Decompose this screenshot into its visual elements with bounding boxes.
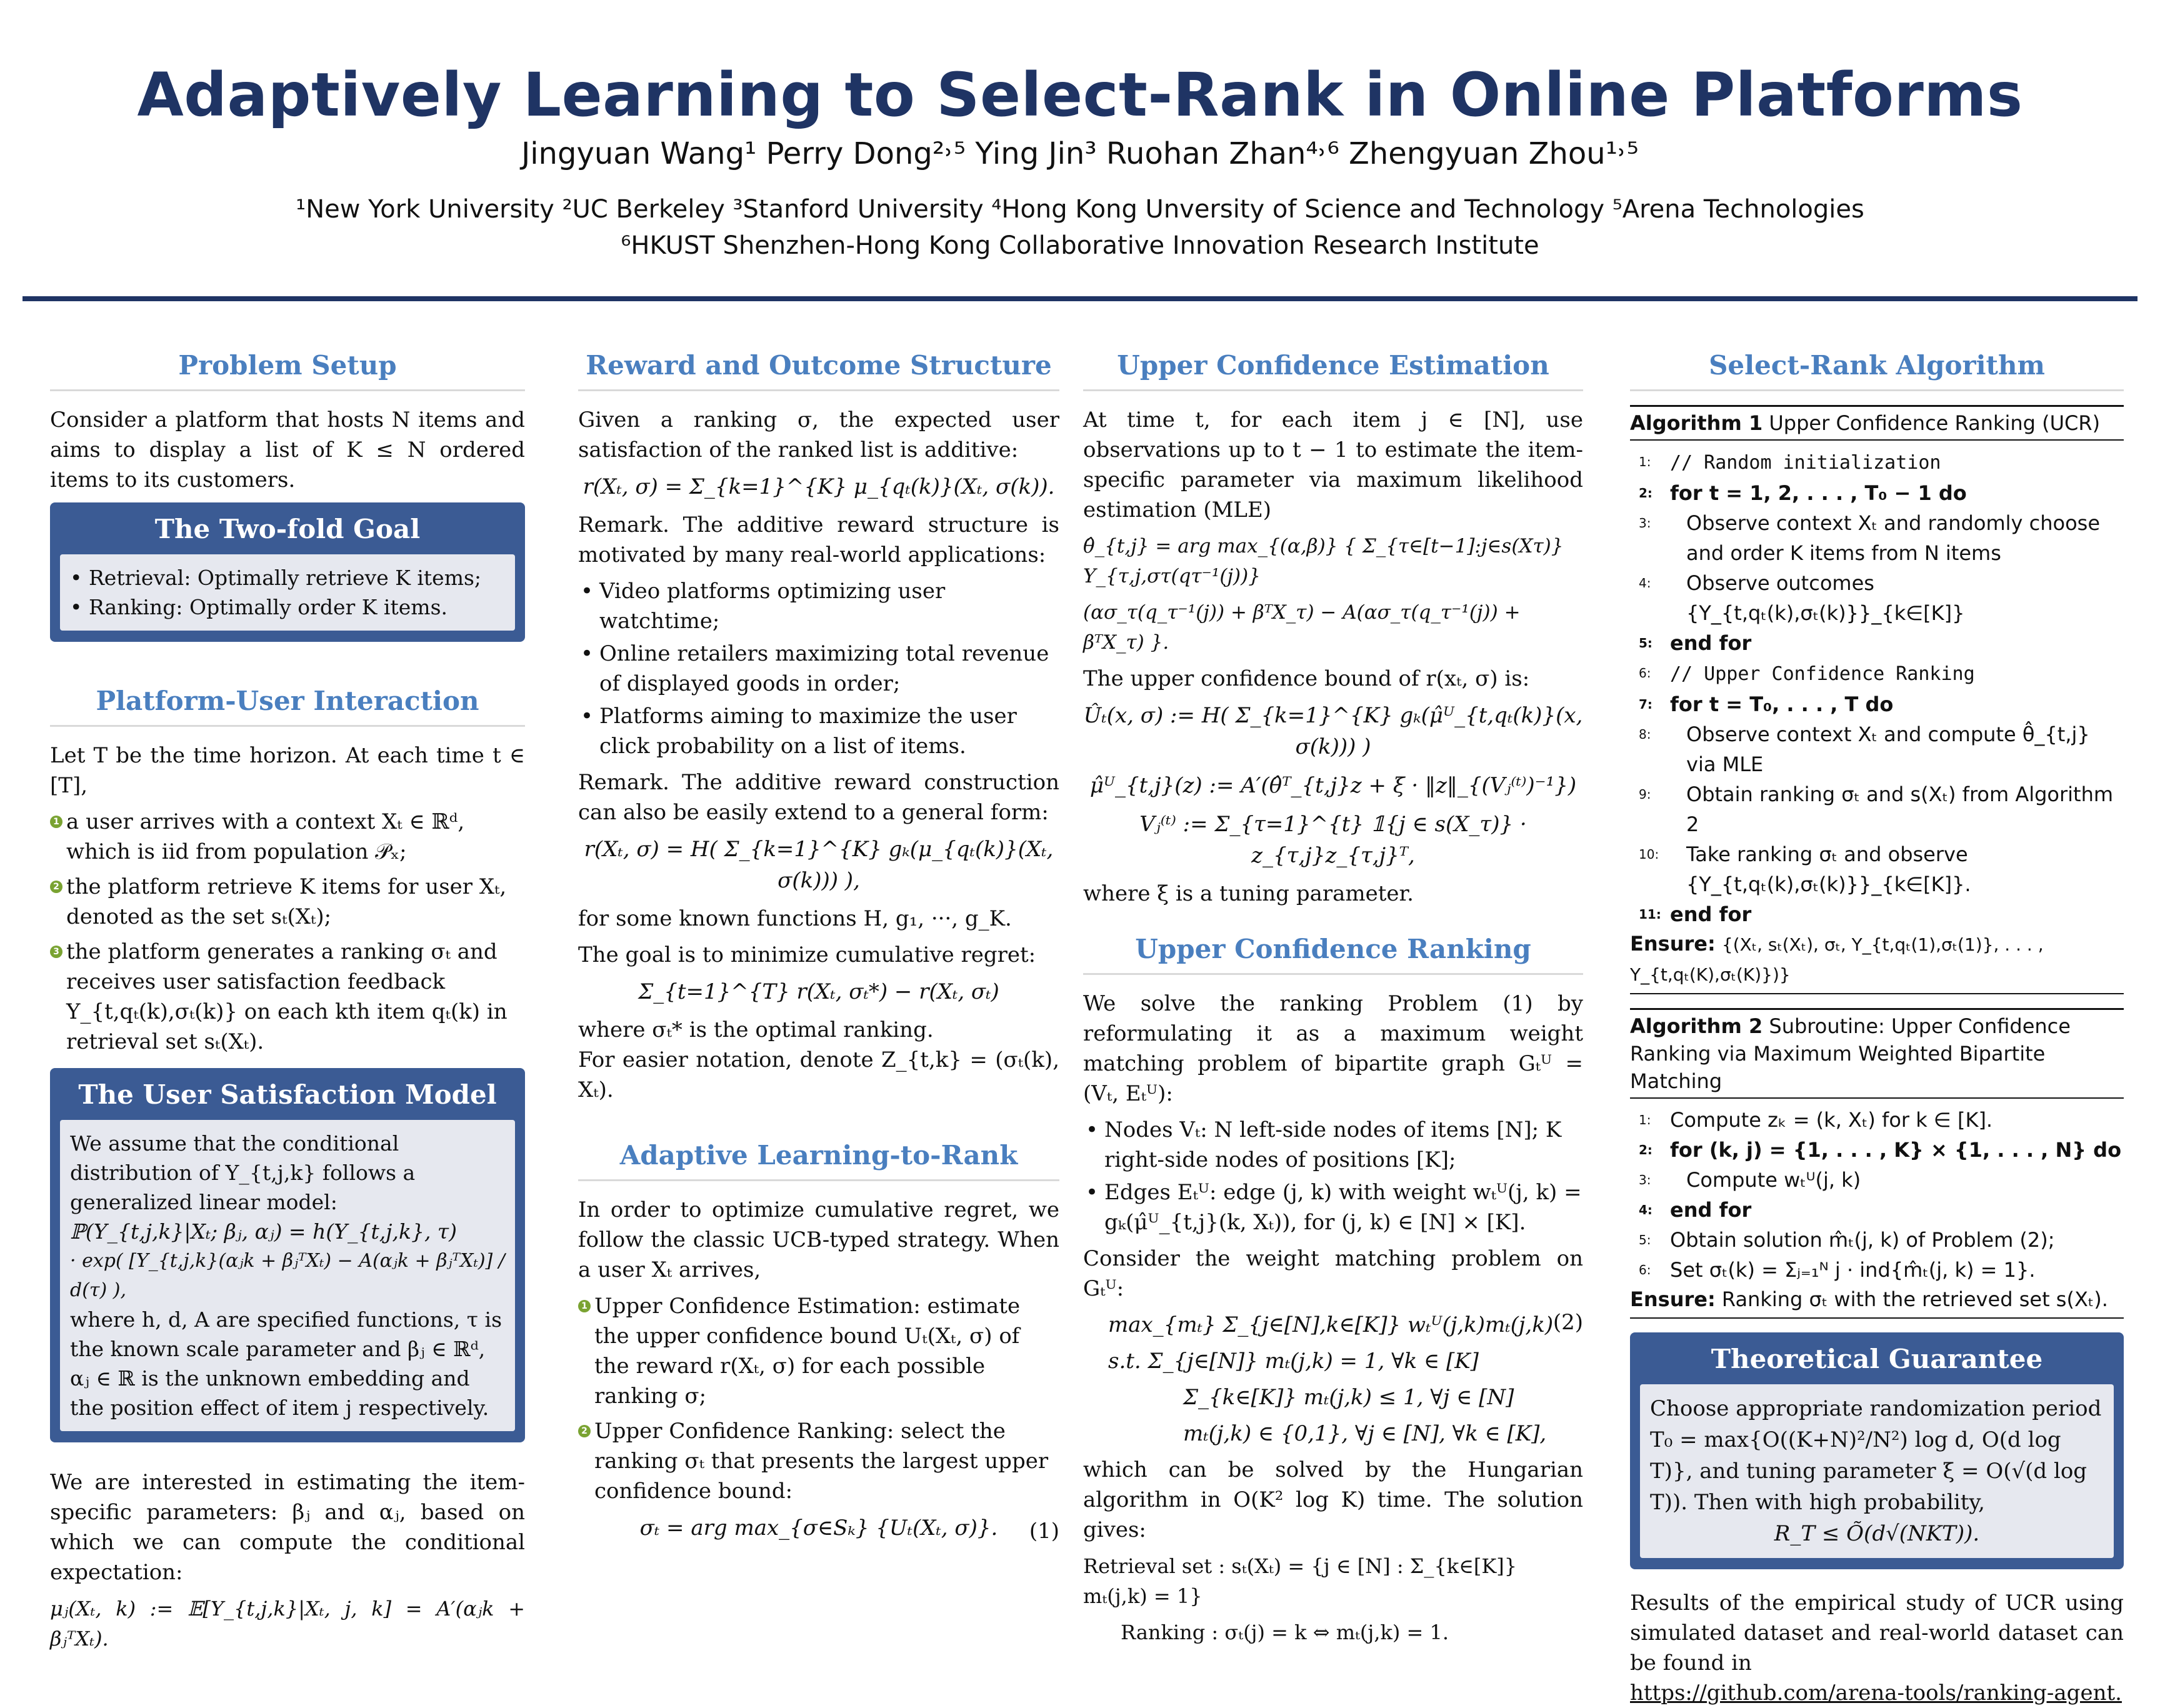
section-title-uce: Upper Confidence Estimation	[1083, 350, 1583, 391]
uce-text-1: At time t, for each item j ∈ [N], use observations up to t − 1 to estimate the item-specific parameter via maximum likelihood estimation (MLE)	[1083, 407, 1583, 522]
uce-equation-1b: (ασ_τ(q_τ⁻¹(j)) + βᵀX_τ) − A(ασ_τ(q_τ⁻¹(j)) + βᵀX_τ) }.	[1083, 601, 1521, 654]
algorithm-2-ensure-value: Ranking σₜ with the retrieved set s(Xₜ).	[1721, 1287, 2108, 1311]
alg1-line-1: 1: // Random initialization	[1639, 452, 1941, 474]
section-title-problem-setup: Problem Setup	[50, 350, 525, 391]
column-4	[1630, 350, 2124, 1708]
reward-equation-2: r(Xₜ, σ) = H( Σ_{k=1}^{K} gₖ(μ_{qₜ(k)}(Xₜ, σ(k))) ),	[584, 837, 1054, 893]
ucr-text-2: Consider the weight matching problem on Gₜᵁ:	[1083, 1246, 1583, 1301]
graph-edges-item: • Edges Eₜᵁ: edge (j, k) with weight wₜᵁ(j, k) = gₖ(μ̂ᵁ_{t,j}(k, Xₜ)), for (j, k) ∈ [N] × [K].	[1083, 1177, 1583, 1237]
alg2-line-2: 2: for (k, j) = {1, . . . , K} × {1, . . . , N} do	[1639, 1138, 2122, 1162]
optimization-objective: max_{mₜ} Σ_{j∈[N],k∈[K]} wₜᵁ(j,k)mₜ(j,k)	[1108, 1312, 1554, 1337]
theoretical-guarantee-title: Theoretical Guarantee	[1711, 1344, 2043, 1374]
reward-equation-1: r(Xₜ, σ) = Σ_{k=1}^{K} μ_{qₜ(k)}(Xₜ, σ(k)).	[582, 474, 1055, 499]
guarantee-equation: R_T ≤ Õ(d√(NKT)).	[1774, 1521, 1980, 1546]
remark-2: Remark. The additive reward construction can also be easily extend to a general form:	[578, 770, 1059, 825]
satisfaction-equation-1: ℙ(Y_{t,j,k}|Xₜ; βⱼ, αⱼ) = h(Y_{t,j,k}, τ)	[70, 1219, 458, 1244]
section-title-select-rank: Select-Rank Algorithm	[1630, 350, 2124, 391]
author-list: Jingyuan Wang¹ Perry Dong²˒⁵ Ying Jin³ Ruohan Zhan⁴˒⁶ Zhengyuan Zhou¹˒⁵	[521, 136, 1639, 171]
algorithm-2-ensure	[1630, 1285, 2124, 1314]
adaptive-steps	[578, 1291, 1059, 1506]
optimization-problem	[1083, 1310, 1583, 1449]
uce-text-3: where ξ is a tuning parameter.	[1083, 881, 1414, 906]
ucr-text-1: We solve the ranking Problem (1) by reformulating it as a maximum weight matching problem of bipartite graph Gₜᵁ = (Vₜ, Eₜᵁ):	[1083, 991, 1583, 1106]
theoretical-guarantee-box	[1630, 1332, 2124, 1569]
alg2-line-4: 4: end for	[1639, 1198, 1752, 1222]
section-title-adaptive-learning: Adaptive Learning-to-Rank	[578, 1140, 1059, 1181]
adaptive-step-1: 1 Upper Confidence Estimation: estimate the upper confidence bound Uₜ(Xₜ, σ) of the reward r(Xₜ, σ) for each possible ranking σ;	[578, 1291, 1059, 1411]
goal-item-retrieval: • Retrieval: Optimally retrieve K items;	[70, 566, 482, 590]
section-title-reward-outcome: Reward and Outcome Structure	[578, 350, 1059, 391]
alg1-line-4: 4: Observe outcomes {Y_{t,qₜ(k),σₜ(k)}}_{k∈[K]}	[1639, 571, 1965, 625]
algorithm-1-body	[1630, 447, 2124, 929]
affiliations-line-2: ⁶HKUST Shenzhen-Hong Kong Collaborative Innovation Research Institute	[621, 231, 1539, 260]
algorithm-1-ensure-label: Ensure:	[1630, 932, 1716, 956]
ranking-equation: Ranking : σₜ(j) = k ⇔ mₜ(j,k) = 1.	[1121, 1621, 1449, 1644]
estimation-equation: μⱼ(Xₜ, k) := 𝔼[Y_{t,j,k}|Xₜ, j, k] = A′(αⱼk + βⱼᵀXₜ).	[50, 1597, 525, 1651]
optimization-constraint-1: s.t. Σ_{j∈[N]} mₜ(j,k) = 1, ∀k ∈ [K]	[1108, 1349, 1479, 1374]
adaptive-equation-row	[578, 1512, 1059, 1544]
uce-equation-2: Ûₜ(x, σ) := H( Σ_{k=1}^{K} gₖ(μ̂ᵁ_{t,qₜ(k)}(x, σ(k))) )	[1083, 703, 1583, 759]
ucr-text-3: which can be solved by the Hungarian algorithm in O(K² log K) time. The solution gives:	[1083, 1457, 1583, 1542]
algorithm-2-body	[1630, 1105, 2124, 1285]
alg1-line-6: 6: // Upper Confidence Ranking	[1639, 663, 1975, 685]
adaptive-text: In order to optimize cumulative regret, we follow the classic UCB-typed strategy. When a user Xₜ arrives,	[578, 1197, 1059, 1282]
header-divider	[22, 296, 2138, 301]
two-fold-goal-title: The Two-fold Goal	[154, 514, 421, 544]
satisfaction-text-1: We assume that the conditional distribution of Y_{t,j,k} follows a generalized linear model:	[70, 1131, 416, 1214]
algorithm-2-label: Algorithm 2	[1630, 1014, 1763, 1038]
column-2	[578, 350, 1059, 1551]
notation-text: For easier notation, denote Z_{t,k} = (σₜ(k), Xₜ).	[578, 1047, 1059, 1102]
adaptive-step-2-marker: 2	[578, 1425, 591, 1437]
interaction-text: Let T be the time horizon. At each time t ∈ [T],	[50, 743, 525, 798]
alg2-line-5: 5: Obtain solution m̂ₜ(j, k) of Problem (2);	[1639, 1228, 2055, 1252]
alg1-line-2: 2: for t = 1, 2, . . . , T₀ − 1 do	[1639, 481, 1967, 505]
uce-text-2: The upper confidence bound of r(xₜ, σ) is:	[1083, 666, 1530, 691]
satisfaction-equation-2: · exp( [Y_{t,j,k}(αⱼk + βⱼᵀXₜ) − A(αⱼk + βⱼᵀXₜ)] / d(τ) ),	[70, 1250, 505, 1301]
application-item-click: • Platforms aiming to maximize the user click probability on a list of items.	[578, 701, 1059, 761]
algorithm-1-end-rule	[1630, 993, 2124, 994]
interaction-step-1: 1 a user arrives with a context Xₜ ∈ ℝᵈ, which is iid from population 𝒫ₓ;	[50, 807, 525, 867]
interaction-steps	[50, 807, 525, 1057]
application-list	[578, 576, 1059, 761]
equation-number-2: (2)	[1552, 1310, 1583, 1335]
user-satisfaction-box	[50, 1068, 525, 1442]
uce-equation-3: μ̂ᵁ_{t,j}(z) := A′(θ̂ᵀ_{t,j}z + ξ · ‖z‖_{(Vⱼ⁽ᵗ⁾)⁻¹})	[1089, 773, 1577, 798]
remark-1: Remark. The additive reward structure is motivated by many real-world applications:	[578, 512, 1059, 567]
goal-item-ranking: • Ranking: Optimally order K items.	[70, 595, 448, 619]
alg1-line-11: 11: end for	[1639, 902, 1752, 926]
user-satisfaction-body	[60, 1120, 515, 1431]
estimation-text: We are interested in estimating the item-specific parameters: βⱼ and αⱼ, based on which we can compute the conditional expectation:	[50, 1470, 525, 1585]
algorithm-1-name: Upper Confidence Ranking (UCR)	[1769, 411, 2101, 435]
alg1-line-3: 3: Observe context Xₜ and randomly choose and order K items from N items	[1639, 511, 2100, 565]
poster-title: Adaptively Learning to Select-Rank in Online Platforms	[137, 60, 2023, 130]
step-2-marker: 2	[50, 881, 62, 893]
reward-text-2: for some known functions H, g₁, ···, g_K.	[578, 906, 1012, 931]
application-item-retail: • Online retailers maximizing total revenue of displayed goods in order;	[578, 639, 1059, 699]
reward-text-1: Given a ranking σ, the expected user satisfaction of the ranked list is additive:	[578, 407, 1059, 462]
adaptive-step-1-marker: 1	[578, 1300, 591, 1312]
alg2-line-3: 3: Compute wₜᵁ(j, k)	[1639, 1168, 1861, 1192]
optimization-constraint-2: Σ_{k∈[K]} mₜ(j,k) ≤ 1, ∀j ∈ [N]	[1183, 1385, 1514, 1410]
two-fold-goal-box	[50, 502, 525, 642]
uce-equation-4: Vⱼ⁽ᵗ⁾ := Σ_{τ=1}^{t} 𝟙{j ∈ s(X_τ)} · z_{τ,j}z_{τ,j}ᵀ,	[1139, 812, 1527, 868]
column-1	[50, 350, 525, 1660]
regret-text-2: where σₜ* is the optimal ranking.	[578, 1017, 934, 1042]
step-3-marker: 3	[50, 946, 62, 958]
graph-nodes-item: • Nodes Vₜ: N left-side nodes of items [N]; K right-side nodes of positions [K];	[1083, 1115, 1583, 1175]
alg2-line-6: 6: Set σₜ(k) = Σⱼ₌₁ᴺ j · ind{m̂ₜ(j, k) = 1}.	[1639, 1258, 2036, 1282]
algorithm-1-label: Algorithm 1	[1630, 411, 1763, 435]
algorithm-2-ensure-label: Ensure:	[1630, 1287, 1716, 1311]
interaction-step-3: 3 the platform generates a ranking σₜ and receives user satisfaction feedback Y_{t,qₜ(k),σₜ(k)} on each kth item qₜ(k) in retrieval set sₜ(Xₜ).	[50, 937, 525, 1057]
section-title-ucr: Upper Confidence Ranking	[1083, 934, 1583, 975]
alg1-line-8: 8: Observe context Xₜ and compute θ̂_{t,j} via MLE	[1639, 722, 2090, 776]
algorithm-1-ensure-value: {(Xₜ, sₜ(Xₜ), σₜ, Y_{t,qₜ(1),σₜ(1)}, . . . , Y_{t,qₜ(K),σₜ(K)})}	[1630, 934, 2044, 985]
results-text: Results of the empirical study of UCR using simulated dataset and real-world dataset can be found in	[1630, 1591, 2124, 1676]
two-fold-goal-body	[60, 554, 515, 631]
satisfaction-text-2: where h, d, A are specified functions, τ is the known scale parameter and βⱼ ∈ ℝᵈ, αⱼ ∈ ℝ is the unknown embedding and the position effect of item j respectively.	[70, 1307, 502, 1420]
guarantee-text: Choose appropriate randomization period T₀ = max{O((K+N)²/N²) log d, O(d log T)}, and tuning parameter ξ = O(√(d log T)). Then with high probability,	[1650, 1396, 2102, 1515]
optimization-constraint-3: mₜ(j,k) ∈ {0,1}, ∀j ∈ [N], ∀k ∈ [K],	[1183, 1421, 1547, 1446]
retrieval-set-equation: Retrieval set : sₜ(Xₜ) = {j ∈ [N] : Σ_{k∈[K]} mₜ(j,k) = 1}	[1083, 1554, 1518, 1608]
algorithm-1-ensure	[1630, 929, 2124, 989]
interaction-step-2: 2 the platform retrieve K items for user Xₜ, denoted as the set sₜ(Xₜ);	[50, 872, 525, 932]
algorithm-1-header	[1630, 405, 2124, 441]
alg1-line-7: 7: for t = T₀, . . . , T do	[1639, 692, 1894, 716]
regret-text: The goal is to minimize cumulative regret:	[578, 942, 1036, 967]
problem-setup-text: Consider a platform that hosts N items and aims to display a list of K ≤ N ordered items to its customers.	[50, 407, 525, 492]
theoretical-guarantee-body	[1640, 1384, 2114, 1558]
section-title-platform-user-interaction: Platform-User Interaction	[50, 686, 525, 727]
github-repository-link[interactable]: https://github.com/arena-tools/ranking-agent.	[1630, 1681, 2122, 1706]
affiliations-line-1: ¹New York University ²UC Berkeley ³Stanford University ⁴Hong Kong Unversity of Science and Technology ⁵Arena Technologies	[296, 195, 1864, 224]
step-1-marker: 1	[50, 816, 62, 828]
user-satisfaction-title: The User Satisfaction Model	[78, 1079, 497, 1110]
equation-number-1: (1)	[1029, 1519, 1059, 1544]
algorithm-2-name: Subroutine: Upper Confidence Ranking via Maximum Weighted Bipartite Matching	[1630, 1014, 2071, 1093]
alg1-line-9: 9: Obtain ranking σₜ and s(Xₜ) from Algorithm 2	[1639, 782, 2114, 836]
graph-definition-list	[1083, 1115, 1583, 1237]
regret-equation: Σ_{t=1}^{T} r(Xₜ, σₜ*) − r(Xₜ, σₜ)	[638, 979, 999, 1004]
algorithm-2-end-rule	[1630, 1317, 2124, 1319]
adaptive-equation: σₜ = arg max_{σ∈Sₖ} {Uₜ(Xₜ, σ)}.	[639, 1516, 998, 1541]
uce-equation-1: θ̂_{t,j} = arg max_{(α,β)} { Σ_{τ∈[t−1]:j∈s(Xτ)} Y_{τ,j,στ(qτ⁻¹(j))}	[1083, 535, 1564, 587]
column-3	[1083, 350, 1583, 1654]
alg1-line-10: 10: Take ranking σₜ and observe {Y_{t,qₜ(k),σₜ(k)}}_{k∈[K]}.	[1639, 842, 1971, 896]
alg2-line-1: 1: Compute zₖ = (k, Xₜ) for k ∈ [K].	[1639, 1108, 1993, 1132]
algorithm-2-header	[1630, 1008, 2124, 1099]
application-item-video: • Video platforms optimizing user watchtime;	[578, 576, 1059, 636]
adaptive-step-2: 2 Upper Confidence Ranking: select the ranking σₜ that presents the largest upper confidence bound:	[578, 1416, 1059, 1506]
alg1-line-5: 5: end for	[1639, 631, 1752, 655]
